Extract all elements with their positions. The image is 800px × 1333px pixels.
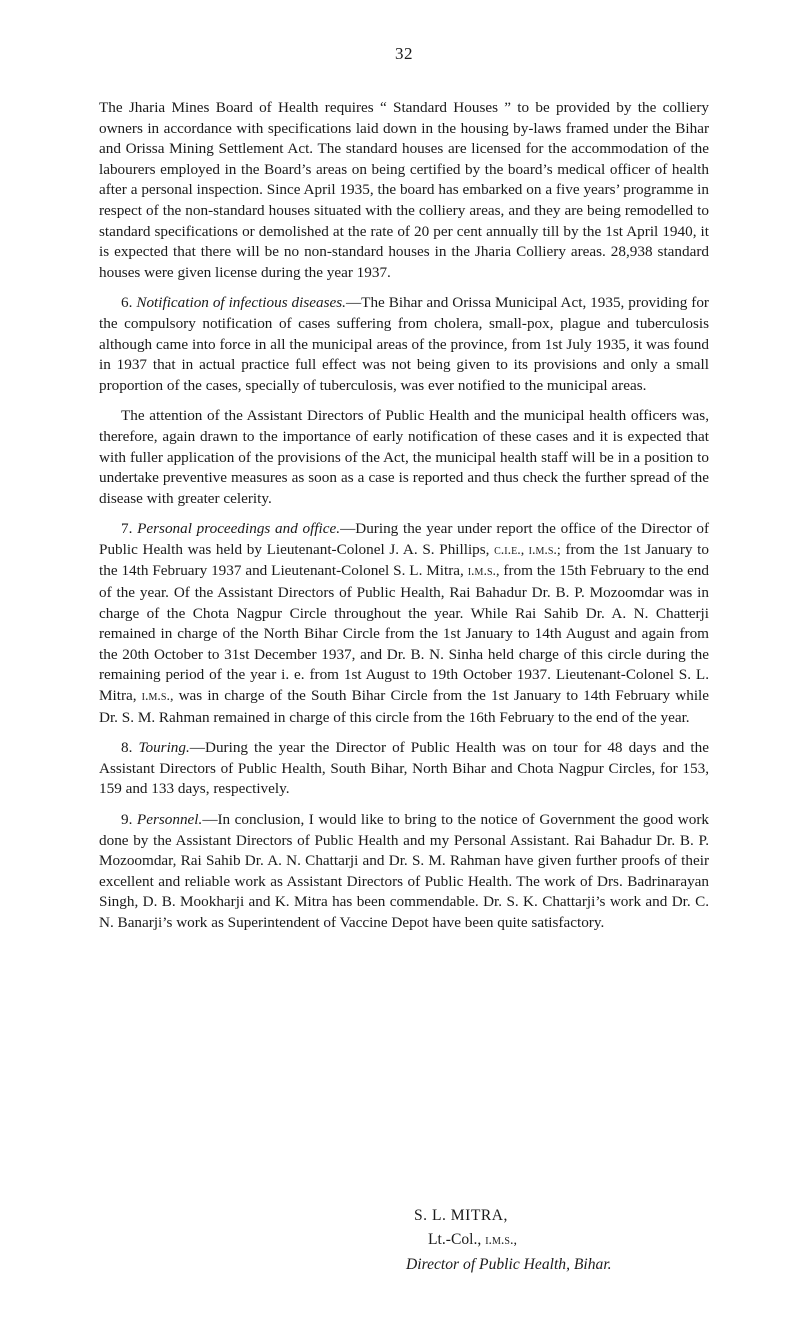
paragraph-personnel [99,810,709,934]
paragraph-text: The Jharia Mines Board of Health requires “ Standard Houses ” to be provided by the colliery owners in accordance with specifications laid down in the housing by-laws framed under the Bihar and Orissa Mining Settlement Act. The standard houses are licensed for the accommodation of the labourers employed in the Board’s areas on being certified by the board’s medical officer of health after a personal inspection. Since April 1935, the board has embarked on a five years’ programme in respect of the non-standard houses situated with the colliery areas, and they are being remodelled to standard specifications or demolished at the rate of 20 per cent annually till by the 1st April 1940, it is expected that there will be no non-standard houses in the Jharia Colliery areas. 28,938 standard houses were given license during the year 1937. [99,99,709,281]
section-heading: Notification of infectious diseases. [136,294,346,312]
section-number: 9. [121,811,133,828]
paragraph-text: —During the year the Director of Public Health was on tour for 48 days and the Assistant Directors of Public Health, South Bihar, North Bihar and Chota Nagpur Circles, for 153, 159 and 133 days, respectively. [99,739,709,798]
signatory-title: Director of Public Health, Bihar. [406,1256,612,1273]
section-number: 7. [121,520,133,538]
section-heading: Touring. [138,739,190,757]
section-heading: Personal proceedings and office. [137,520,341,538]
section-heading: Personnel. [136,811,203,828]
document-page [99,44,709,944]
paragraph-text: The attention of the Assistant Directors of Public Health and the municipal health officers was, therefore, again drawn to the importance of early notification of these cases and it is expected that with fuller application of the provisions of the Act, the municipal health staff will be in a position to undertake preventive measures as soon as a case is reported and thus check the further spread of the disease with greater celerity. [99,407,709,507]
paragraph-touring [99,738,709,800]
paragraph-text: from the 1st January to the 14th February 1937 and Lieutenant-Colonel S. L. Mitra, [99,540,709,580]
signatory-name: S. L. MITRA, [414,1207,508,1224]
paragraph-text: —During the year under report the office of the Director of Public Health was held by Lieutenant-Colonel J. A. S. Phillips, [99,520,710,558]
page-number: 32 [395,44,413,63]
paragraph-personal-proceedings [99,519,709,728]
section-number: 6. [121,294,133,312]
paragraph-notification [99,293,709,396]
honours-abbrev: i.m.s., [141,689,174,705]
paragraph-attention [99,406,709,509]
signature-block [406,1204,612,1277]
rank-prefix: Lt.-Col., [428,1231,486,1248]
honours-abbrev: i.m.s., [467,564,500,580]
paragraph-standard-houses [99,98,709,283]
paragraph-text: —The Bihar and Orissa Municipal Act, 1935, providing for the compulsory notification of cases suffering from cholera, small-pox, plague and tuberculosis although came into force in all the municipal areas of the province, from 1st July 1935, it was found in 1937 that in actual practice full effect was not being given to its provisions and only a small proportion of the cases, specially of tuberculosis, was ever notified to the municipal areas. [99,294,709,394]
rank-honours: i.m.s., [485,1233,517,1248]
paragraph-text: from the 15th February to the end of the year. Of the Assistant Directors of Public Health, Rai Bahadur Dr. B. P. Mozoomdar was in charge of the Chota Nagpur Circle throughout the year. While Rai Sahib Dr. A. N. Chatterji remained in charge of the North Bihar Circle from the 1st January to 14th August and again from the 20th October to 31st December 1937, and Dr. B. N. Sinha held charge of this circle during the remaining period of the year i. e. from 1st August to 19th October 1937. Lieutenant-Colonel S. L. Mitra, [99,562,709,705]
section-number: 8. [121,739,133,757]
signatory-rank [428,1228,612,1253]
paragraph-text: was in charge of the South Bihar Circle from the 1st January to 14th February while Dr. S. M. Rahman remained in charge of this circle from the 16th February to the end of the year. [99,687,709,726]
honours-abbrev: c.i.e., i.m.s.; [494,542,561,558]
paragraph-text: —In conclusion, I would like to bring to the notice of Government the good work done by the Assistant Directors of Public Health and my Personal Assistant. Rai Bahadur Dr. B. P. Mozoomdar, Rai Sahib Dr. A. N. Chattarji and Dr. S. M. Rahman have given further proofs of their excellent and reliable work as Assistant Directors of Public Health. The work of Drs. Badrinarayan Singh, D. B. Mookharji and K. Mitra has been commendable. Dr. S. K. Chattarji’s work and Dr. C. N. Banarji’s work as Superintendent of Vaccine Depot have been quite satisfactory. [99,811,709,931]
